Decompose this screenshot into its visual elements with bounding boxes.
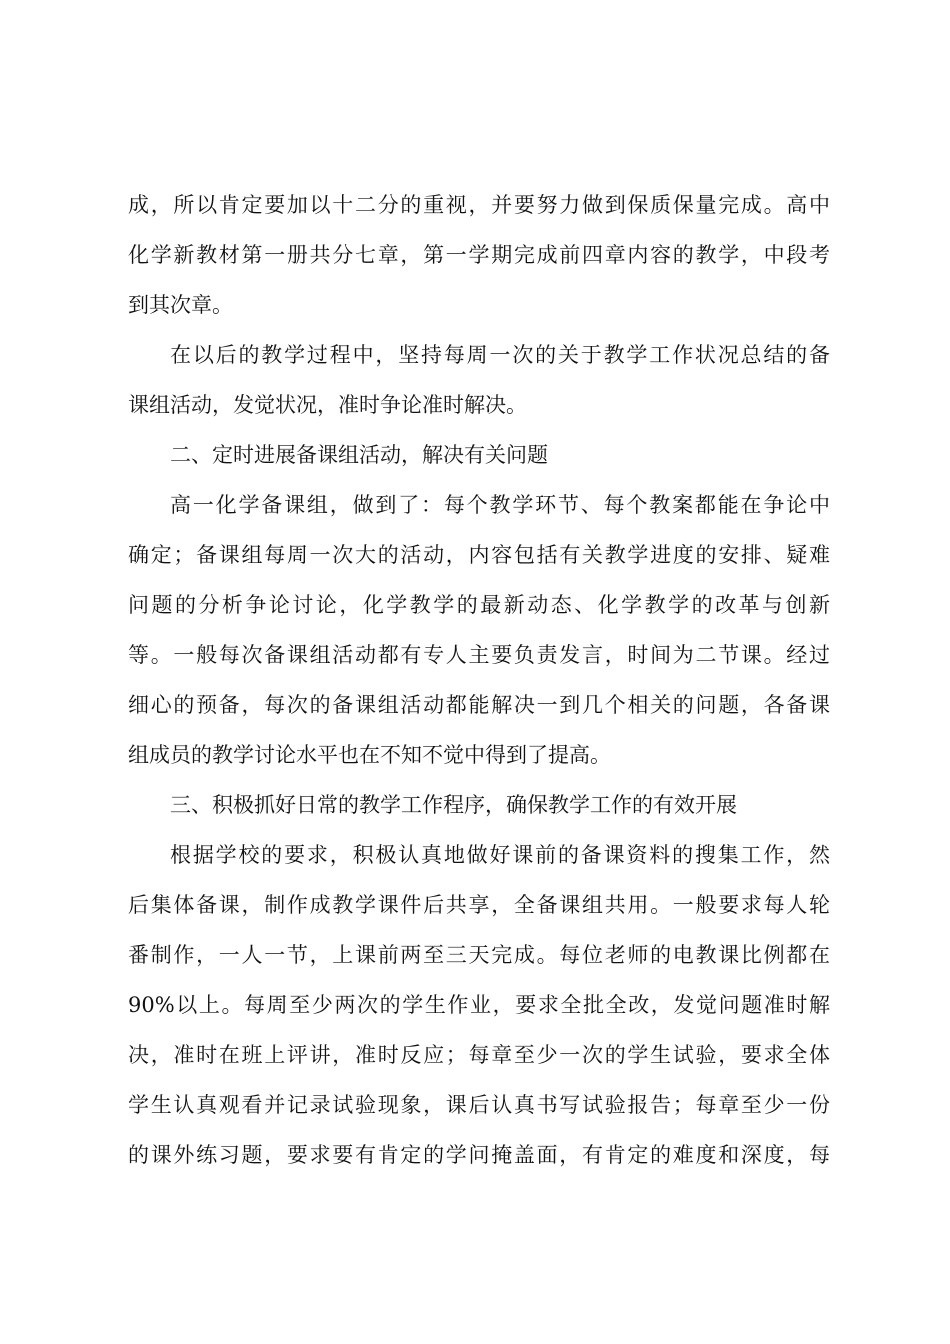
paragraph-line: 化学新教材第一册共分七章，第一学期完成前四章内容的教学，中段考 (128, 243, 830, 267)
paragraph-line: 根据学校的要求，积极认真地做好课前的备课资料的搜集工作，然 (170, 843, 830, 867)
paragraph-line: 的课外练习题，要求要有肯定的学问掩盖面，有肯定的难度和深度，每 (128, 1143, 830, 1167)
paragraph-line: 等。一般每次备课组活动都有专人主要负责发言，时间为二节课。经过 (128, 643, 830, 667)
paragraph-line: 问题的分析争论讨论，化学教学的最新动态、化学教学的改革与创新 (128, 593, 830, 617)
paragraph-line: 细心的预备，每次的备课组活动都能解决一到几个相关的问题，各备课 (128, 693, 830, 717)
paragraph-line: 高一化学备课组，做到了：每个教学环节、每个教案都能在争论中 (170, 493, 830, 517)
paragraph-line: 后集体备课，制作成教学课件后共享，全备课组共用。一般要求每人轮 (128, 893, 830, 917)
paragraph-line: 90%以上。每周至少两次的学生作业，要求全批全改，发觉问题准时解 (128, 993, 830, 1017)
paragraph-line: 确定；备课组每周一次大的活动，内容包括有关教学进度的安排、疑难 (128, 543, 830, 567)
paragraph-line: 在以后的教学过程中，坚持每周一次的关于教学工作状况总结的备 (170, 343, 830, 367)
paragraph-line: 决，准时在班上评讲，准时反应；每章至少一次的学生试验，要求全体 (128, 1043, 830, 1067)
paragraph-line: 学生认真观看并记录试验现象，课后认真书写试验报告；每章至少一份 (128, 1093, 830, 1117)
section-heading: 二、定时进展备课组活动，解决有关问题 (170, 443, 548, 467)
paragraph-line: 到其次章。 (128, 293, 233, 317)
paragraph-line: 组成员的教学讨论水平也在不知不觉中得到了提高。 (128, 743, 611, 767)
paragraph-line: 番制作，一人一节，上课前两至三天完成。每位老师的电教课比例都在 (128, 943, 830, 967)
paragraph-line: 课组活动，发觉状况，准时争论准时解决。 (128, 393, 527, 417)
section-heading: 三、积极抓好日常的教学工作程序，确保教学工作的有效开展 (170, 793, 737, 817)
paragraph-line: 成，所以肯定要加以十二分的重视，并要努力做到保质保量完成。高中 (128, 193, 830, 217)
